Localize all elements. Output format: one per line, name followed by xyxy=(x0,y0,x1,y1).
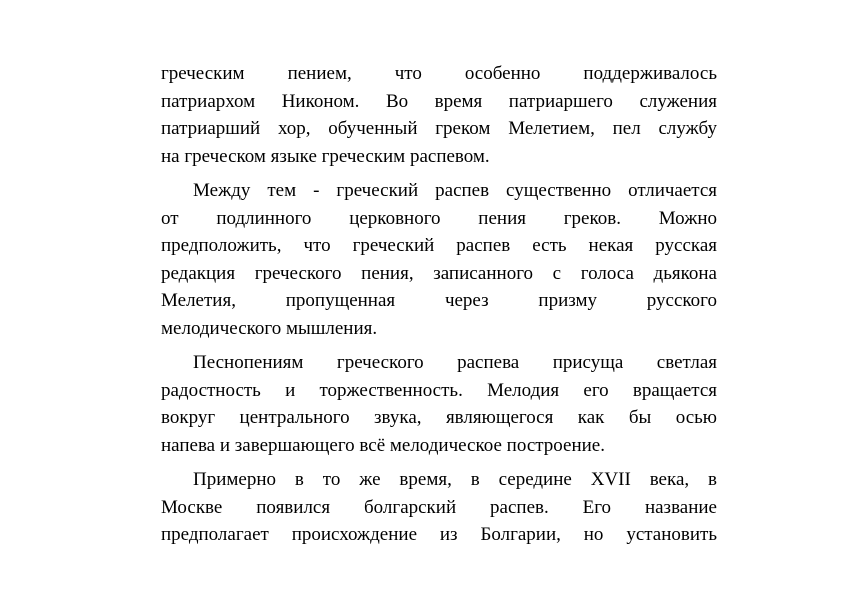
text-line: предполагает происхождение из Болгарии, но установить xyxy=(161,524,717,545)
text-line: радостность и торжественность. Мелодия его вращается xyxy=(161,379,717,401)
text-line: от подлинного церковного пения греков. Можно xyxy=(161,207,717,229)
text-line: напева и завершающего всё мелодическое построение. xyxy=(161,434,605,456)
text-line: вокруг центрального звука, являющегося как бы осью xyxy=(161,407,717,428)
paragraph-4 xyxy=(161,466,717,549)
text-line: греческим пением, что особенно поддерживалось xyxy=(161,63,717,84)
text-line: Примерно в то же время, в середине XVII века, в xyxy=(193,469,717,490)
text-line: патриархом Никоном. Во время патриаршего служения xyxy=(161,90,717,112)
text-line: Москве появился болгарский распев. Его название xyxy=(161,496,717,518)
paragraph-1 xyxy=(161,60,717,170)
paragraph-3 xyxy=(161,349,717,459)
text-line: предположить, что греческий распев есть некая русская xyxy=(161,235,717,256)
text-column xyxy=(161,60,717,556)
text-line: мелодического мышления. xyxy=(161,317,378,339)
text-line: Песнопениям греческого распева присуща светлая xyxy=(193,352,717,373)
text-line: патриарший хор, обученный греком Мелетием, пел службу xyxy=(161,118,717,139)
text-line: редакция греческого пения, записанного с голоса дьякона xyxy=(161,262,717,284)
text-line: на греческом языке греческим распевом. xyxy=(161,145,490,167)
text-line: Мелетия, пропущенная через призму русского xyxy=(161,290,717,311)
paragraph-2 xyxy=(161,177,717,342)
text-line: Между тем - греческий распев существенно отличается xyxy=(193,180,717,201)
